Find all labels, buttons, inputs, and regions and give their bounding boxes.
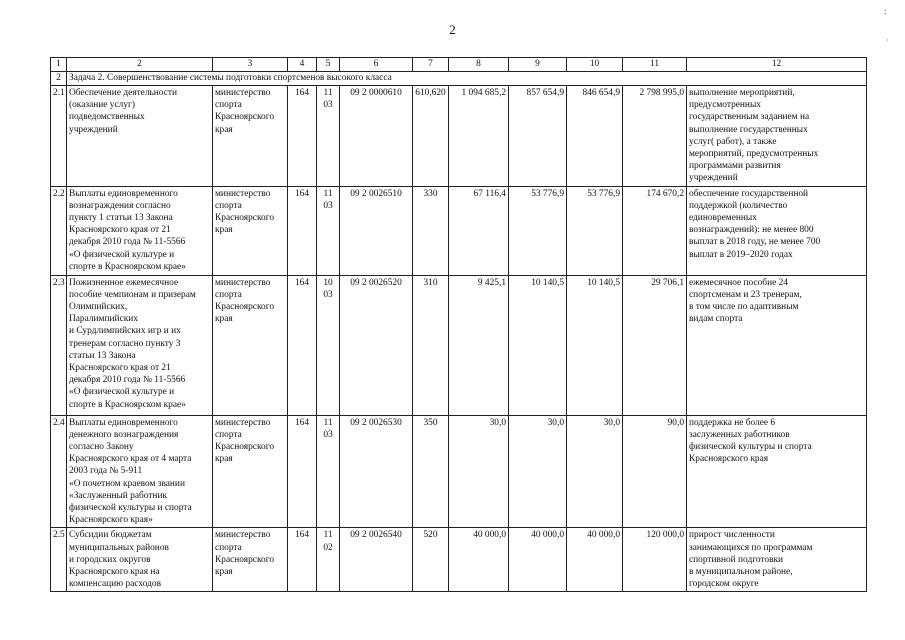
column-number: 6 [340, 58, 413, 72]
column-number: 9 [509, 58, 567, 72]
section-code: 10 03 [317, 275, 340, 415]
amount-2019: 857 654,9 [509, 86, 567, 187]
row-number: 2.2 [51, 186, 67, 275]
target-code: 09 2 0000610 [340, 86, 413, 187]
expected-result: ежемесячное пособие 24 спортсменам и 23 тренерам, в том числе по адаптивным видам спорта [687, 275, 867, 415]
table-row [51, 415, 867, 528]
measure-name: Обеспечение деятельности (оказание услуг) подведомственных учреждений [67, 86, 213, 187]
measure-name: Субсидии бюджетам муниципальных районов и городских округов Красноярского края на компенсацию расходов [67, 528, 213, 592]
grbs-cell: министерство спорта Красноярского края [213, 186, 288, 275]
grbs-code: 164 [288, 275, 317, 415]
row-number: 2.5 [51, 528, 67, 592]
row-number: 2.4 [51, 415, 67, 528]
amount-2020: 846 654,9 [567, 86, 623, 187]
amount-2020: 30,0 [567, 415, 623, 528]
table-row [51, 186, 867, 275]
amount-2019: 53 776,9 [509, 186, 567, 275]
section-code: 11 02 [317, 528, 340, 592]
column-number: 2 [67, 58, 213, 72]
target-code: 09 2 0026530 [340, 415, 413, 528]
amount-2018: 1 094 685,2 [449, 86, 509, 187]
amount-total: 2 798 995,0 [623, 86, 687, 187]
column-number: 3 [213, 58, 288, 72]
task-number: 2 [51, 72, 67, 86]
expense-type: 610,620 [413, 86, 449, 187]
target-code: 09 2 0026540 [340, 528, 413, 592]
expense-type: 520 [413, 528, 449, 592]
grbs-code: 164 [288, 528, 317, 592]
amount-2018: 30,0 [449, 415, 509, 528]
corner-mark: : [884, 6, 887, 16]
column-number: 11 [623, 58, 687, 72]
amount-2020: 10 140,5 [567, 275, 623, 415]
section-code: 11 03 [317, 186, 340, 275]
column-number: 7 [413, 58, 449, 72]
target-code: 09 2 0026520 [340, 275, 413, 415]
amount-2018: 40 000,0 [449, 528, 509, 592]
section-code: 11 03 [317, 415, 340, 528]
amount-2020: 40 000,0 [567, 528, 623, 592]
table-row [51, 528, 867, 592]
column-number: 12 [687, 58, 867, 72]
amount-total: 90,0 [623, 415, 687, 528]
amount-total: 29 706,1 [623, 275, 687, 415]
amount-2019: 40 000,0 [509, 528, 567, 592]
corner-mark: · [886, 36, 889, 45]
expected-result: обеспечение государственной поддержкой (количество единовременных вознаграждений): не менее 800 выплат в 2018 году, не менее 700 выплат в 2019–2020 годах [687, 186, 867, 275]
amount-2018: 9 425,1 [449, 275, 509, 415]
amount-2019: 30,0 [509, 415, 567, 528]
table-row [51, 86, 867, 187]
measure-name: Выплаты единовременного денежного вознаграждения согласно Закону Красноярского края от 4 марта 2003 года № 5-911 «О почетном краевом звании «Заслуженный работник физической культуры и спорта Красноярского края» [67, 415, 213, 528]
expense-type: 350 [413, 415, 449, 528]
column-number-row [51, 58, 867, 72]
expense-type: 330 [413, 186, 449, 275]
measures-table [50, 57, 867, 592]
amount-total: 174 670,2 [623, 186, 687, 275]
column-number: 1 [51, 58, 67, 72]
amount-2020: 53 776,9 [567, 186, 623, 275]
row-number: 2.3 [51, 275, 67, 415]
grbs-cell: министерство спорта Красноярского края [213, 528, 288, 592]
target-code: 09 2 0026510 [340, 186, 413, 275]
expected-result: выполнение мероприятий, предусмотренных государственным заданием на выполнение государственных услуг( работ), а также мероприятий, предусмотренных программами развития учреждений [687, 86, 867, 187]
grbs-cell: министерство спорта Красноярского края [213, 275, 288, 415]
measure-name: Выплаты единовременного вознаграждения согласно пункту 1 статьи 13 Закона Красноярского края от 21 декабря 2010 года № 11-5566 «О физической культуре и спорте в Красноярском крае» [67, 186, 213, 275]
task-row [51, 72, 867, 86]
expected-result: прирост численности занимающихся по программам спортивной подготовки в муниципальном районе, городском округе [687, 528, 867, 592]
grbs-cell: министерство спорта Красноярского края [213, 86, 288, 187]
column-number: 10 [567, 58, 623, 72]
page-number: 2 [449, 22, 456, 37]
grbs-code: 164 [288, 86, 317, 187]
amount-2018: 67 116,4 [449, 186, 509, 275]
measure-name: Пожизненное ежемесячное пособие чемпионам и призерам Олимпийских, Паралимпийских и Сурдлимпийских игр и их тренерам согласно пункту 3 статьи 13 Закона Красноярского края от 21 декабря 2010 года № 11-5566 «О физической культуре и спорте в Красноярском крае» [67, 275, 213, 415]
grbs-cell: министерство спорта Красноярского края [213, 415, 288, 528]
expense-type: 310 [413, 275, 449, 415]
task-title: Задача 2. Совершенствование системы подготовки спортсменов высокого класса [67, 72, 867, 86]
expected-result: поддержка не более 6 заслуженных работников физической культуры и спорта Красноярского края [687, 415, 867, 528]
column-number: 8 [449, 58, 509, 72]
column-number: 5 [317, 58, 340, 72]
table-row [51, 275, 867, 415]
amount-2019: 10 140,5 [509, 275, 567, 415]
grbs-code: 164 [288, 186, 317, 275]
column-number: 4 [288, 58, 317, 72]
amount-total: 120 000,0 [623, 528, 687, 592]
section-code: 11 03 [317, 86, 340, 187]
grbs-code: 164 [288, 415, 317, 528]
row-number: 2.1 [51, 86, 67, 187]
